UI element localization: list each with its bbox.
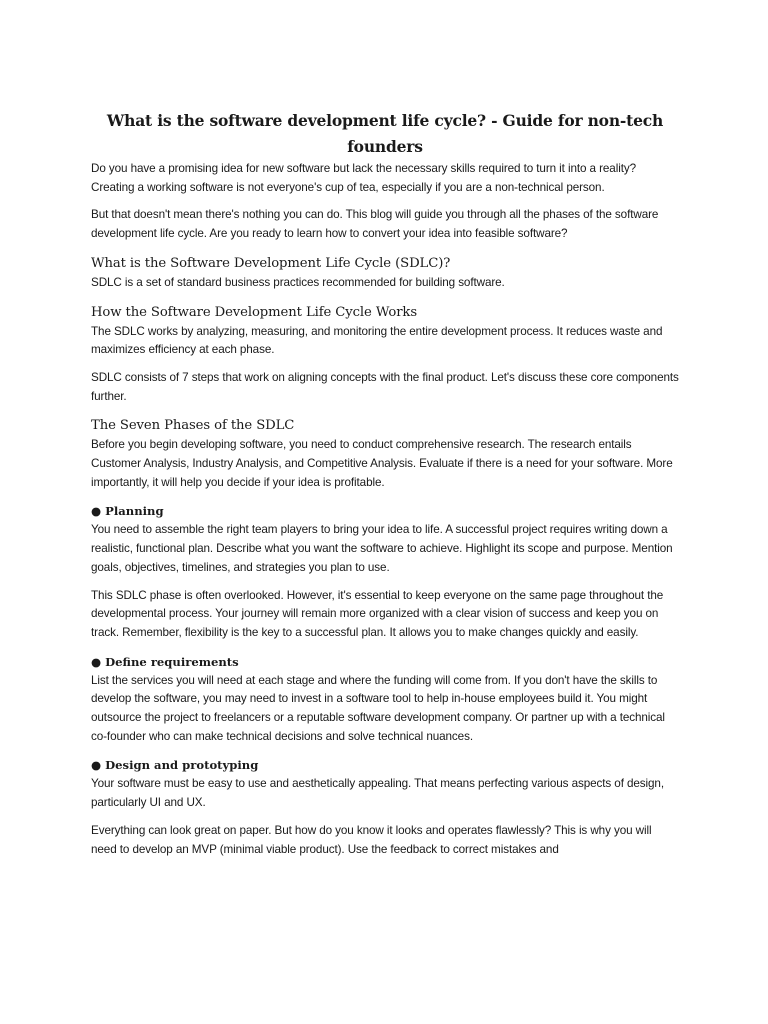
what-is-paragraph: SDLC is a set of standard business practices recommended for building software.: [91, 275, 505, 289]
design-paragraph-2: Everything can look great on paper. But how do you know it looks and operates flawlessly? This is why you will need to develop an MVP (minimal viable product). Use the feedback to correct mistakes and: [91, 823, 652, 856]
seven-phases-paragraph: Before you begin developing software, you need to conduct comprehensive research. The research entails Customer Analysis, Industry Analysis, and Competitive Analysis. Evaluate if there is a need for your software. More importantly, it will help you decide if your idea is profitable.: [91, 438, 673, 489]
intro-paragraph-1: Do you have a promising idea for new software but lack the necessary skills required to turn it into a reality? Creating a working software is not everyone's cup of tea, especially if you are a non-technical person.: [91, 162, 636, 194]
intro-paragraph-2: But that doesn't mean there's nothing you can do. This blog will guide you through all the phases of the software development life cycle. Are you ready to learn how to convert your idea into feasible software?: [91, 208, 659, 241]
document-title: What is the software development life cycle? - Guide for non-tech founders: [106, 111, 664, 156]
bullet-icon: ●: [91, 504, 102, 519]
section-heading-how-sdlc-works: How the Software Development Life Cycle Works: [91, 304, 417, 320]
subheading-planning: [91, 502, 679, 521]
document-page: [91, 108, 679, 859]
subheading-planning-label: Planning: [105, 504, 164, 519]
how-works-paragraph-1: The SDLC works by analyzing, measuring, and monitoring the entire development process. It reduces waste and maximizes efficiency at each phase.: [91, 324, 663, 357]
planning-paragraph-1: You need to assemble the right team players to bring your idea to life. A successful project requires writing down a realistic, functional plan. Describe what you want the software to achieve. Highlight its scope and purpose. Mention goals, objectives, timelines, and strategies you plan to use.: [91, 523, 673, 574]
bullet-icon: ●: [91, 758, 102, 773]
section-heading-what-is-sdlc: What is the Software Development Life Cycle (SDLC)?: [91, 255, 451, 271]
bullet-icon: ●: [91, 654, 102, 669]
how-works-paragraph-2: SDLC consists of 7 steps that work on aligning concepts with the final product. Let's discuss these core components further.: [91, 370, 679, 403]
section-heading-seven-phases: The Seven Phases of the SDLC: [91, 418, 295, 434]
define-requirements-paragraph: List the services you will need at each stage and where the funding will come from. If you don't have the skills to develop the software, you may need to invest in a software tool to help in-house employees build it. You might outsource the project to freelancers or a reputable software development company. Or partner up with a technical co-founder who can make technical decisions and solve technical nuances.: [91, 673, 665, 743]
planning-paragraph-2: This SDLC phase is often overlooked. However, it's essential to keep everyone on the same page throughout the developmental process. Your journey will remain more organized with a clear vision of success and keep you on track. Remember, flexibility is the key to a successful plan. It allows you to make changes quickly and easily.: [91, 588, 664, 639]
subheading-design-prototyping-label: Design and prototyping: [105, 758, 259, 773]
subheading-define-requirements: [91, 653, 679, 672]
design-paragraph-1: Your software must be easy to use and aesthetically appealing. That means perfecting various aspects of design, particularly UI and UX.: [91, 777, 664, 810]
subheading-define-requirements-label: Define requirements: [105, 654, 239, 669]
subheading-design-prototyping: [91, 756, 679, 775]
